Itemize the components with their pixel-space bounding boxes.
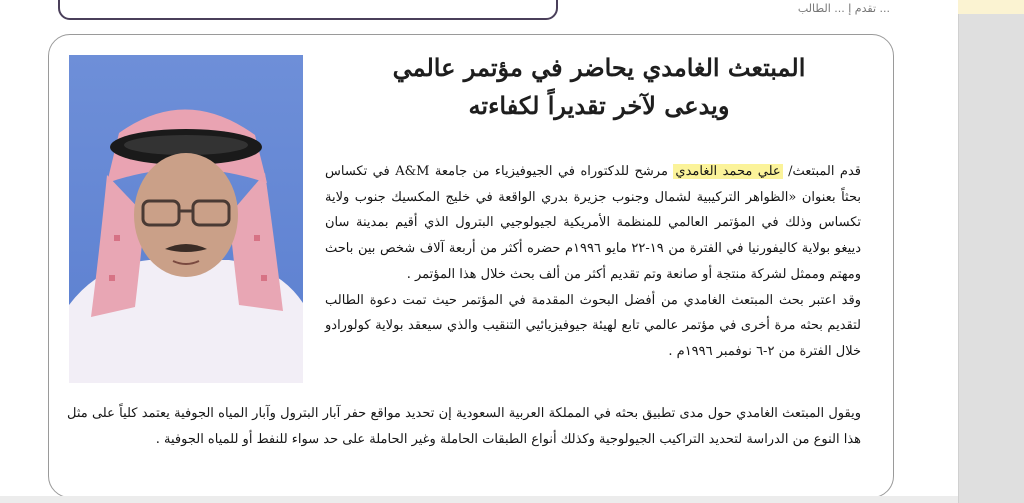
article-title-line-2: ويدعى لآخر تقديراً لكفاءته <box>468 91 730 120</box>
news-article <box>48 34 894 498</box>
page-bottom-edge <box>0 496 958 503</box>
previous-article-box <box>58 0 558 20</box>
article-body-wide <box>67 401 861 452</box>
paragraph-1 <box>325 159 861 288</box>
article-title-line-1: المبتعث الغامدي يحاضر في مؤتمر عالمي <box>392 53 806 82</box>
highlighted-name: علي محمد الغامدي <box>675 164 781 179</box>
paragraph-2: وقد اعتبر بحث المبتعث الغامدي من أفضل البحوث المقدمة في المؤتمر حيث تمت دعوة الطالب لتقديم بحثه مرة أخرى في مؤتمر عالمي تابع لهيئة جيوفيزيائيي التنقيب والذي سيعقد بولاية كولورادو خلال الفترة من ٢-٦ نوفمبر ١٩٩٦م . <box>325 292 861 359</box>
paragraph-3: ويقول المبتعث الغامدي حول مدى تطبيق بحثه في المملكة العربية السعودية إن تحديد مواقع حفر آبار البترول وآبار المياه الجوفية يعتمد كلياً على مثل هذا النوع من الدراسة لتحديد التراكيب الجيولوجية وكذلك أنواع الطبقات الحاملة وغير الحاملة على حد سواء للنفط أو للمياه الجوفية . <box>67 406 861 447</box>
previous-article-snippet: ... تقدم إ ... الطالب <box>797 2 890 15</box>
portrait-illustration <box>69 55 303 383</box>
paragraph-1-intro: قدم المبتعث/ <box>782 164 861 179</box>
portrait-photo <box>69 55 303 383</box>
paragraph-1-rest: مرشح للدكتوراه في الجيوفيزياء من جامعة A&M في تكساس بحثاً بعنوان «الظواهر التركيبية لشمال وجنوب جزيرة بدري الواقعة في خليج المكسيك جنوب ولاية تكساس وذلك في المؤتمر العالمي للمنظمة الأمريكية لجيولوجيي البترول الذي أقيم بمدينة سان دييغو بولاية كاليفورنيا في الفترة من ١٩-٢٢ مايو ١٩٩٦م حضره أكثر من أربعة آلاف شخص بين باحث ومهتم وممثل لشركة منتجة أو صانعة وتم تقديم أكثر من ألف بحث خلال هذا المؤتمر . <box>325 164 861 282</box>
article-body <box>325 159 861 365</box>
right-side-panel <box>958 14 1024 503</box>
article-title <box>349 49 849 125</box>
